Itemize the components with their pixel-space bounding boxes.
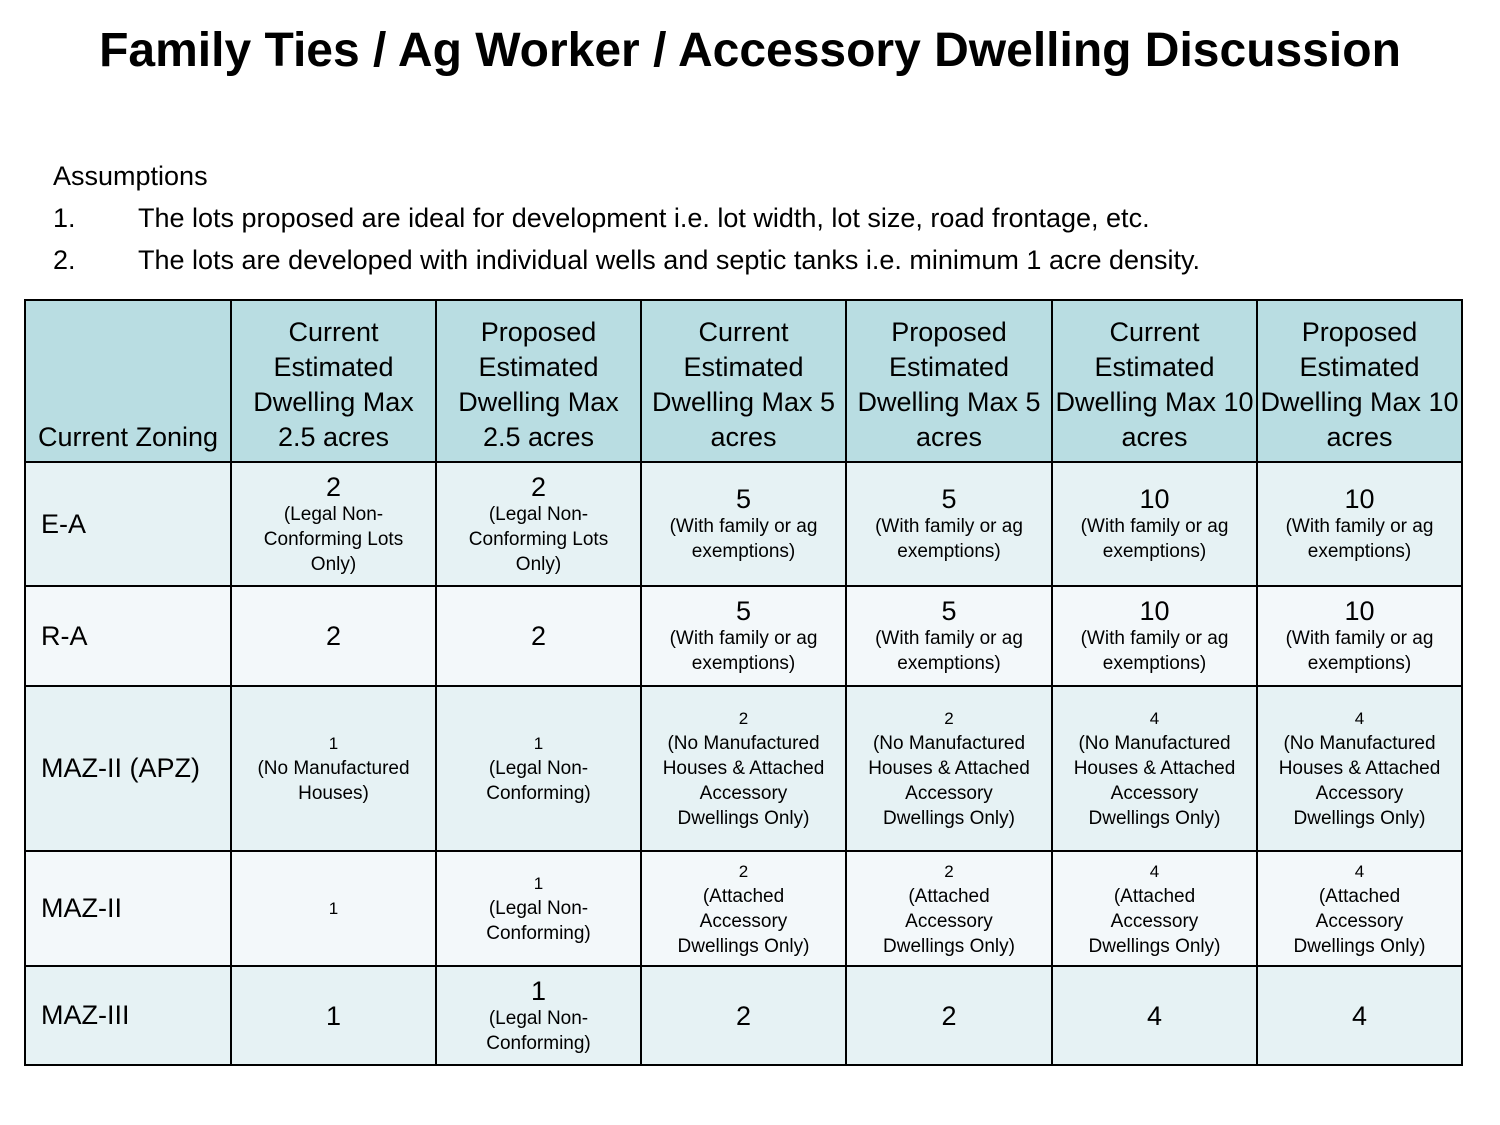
assumptions-section xyxy=(53,155,1200,281)
table-cell xyxy=(1052,966,1257,1065)
cell-note: (Attached Accessory Dwellings Only) xyxy=(1293,885,1426,957)
cell-note: (No Manufactured Houses) xyxy=(257,758,410,804)
cell-note: (No Manufactured Houses & Attached Accessory Dwellings Only) xyxy=(1073,733,1236,829)
table-cell xyxy=(1052,462,1257,586)
header-current-5-acres: Current Estimated Dwelling Max 5 acres xyxy=(641,300,846,462)
table-cell xyxy=(846,586,1052,686)
cell-value: 4 xyxy=(1351,1000,1368,1031)
cell-note: (No Manufactured Houses & Attached Accessory Dwellings Only) xyxy=(868,733,1030,829)
table-cell xyxy=(1257,462,1462,586)
cell-value: 1 xyxy=(533,874,544,893)
table-cell xyxy=(641,586,846,686)
header-proposed-2-5-acres: Proposed Estimated Dwelling Max 2.5 acres xyxy=(436,300,641,462)
table-cell xyxy=(1052,686,1257,851)
page-title: Family Ties / Ag Worker / Accessory Dwelling Discussion xyxy=(99,24,1401,77)
header-current-2-5-acres: Current Estimated Dwelling Max 2.5 acres xyxy=(231,300,436,462)
table-row xyxy=(25,686,1462,851)
table-cell xyxy=(846,462,1052,586)
cell-value: 5 xyxy=(735,484,752,514)
cell-value: 4 xyxy=(1146,1000,1163,1031)
cell-value: 5 xyxy=(735,596,752,626)
table-cell xyxy=(231,966,436,1065)
table-cell xyxy=(1052,586,1257,686)
cell-value: 10 xyxy=(1344,596,1375,626)
cell-value: 1 xyxy=(530,975,547,1006)
table-cell xyxy=(231,462,436,586)
table-cell xyxy=(846,686,1052,851)
table-cell xyxy=(436,966,641,1065)
cell-note: (With family or ag exemptions) xyxy=(1285,516,1434,562)
table-row xyxy=(25,586,1462,686)
cell-note: (With family or ag exemptions) xyxy=(1080,628,1229,674)
cell-value: 2 xyxy=(530,621,547,651)
table-cell xyxy=(1257,686,1462,851)
table-cell xyxy=(641,966,846,1065)
cell-note: (Legal Non-Conforming) xyxy=(486,898,591,944)
cell-value: 5 xyxy=(941,596,957,626)
cell-value: 10 xyxy=(1139,596,1170,626)
cell-value: 4 xyxy=(1354,709,1365,728)
zoning-cell: MAZ-II xyxy=(25,851,231,966)
cell-value: 10 xyxy=(1344,484,1375,514)
cell-note: (No Manufactured Houses & Attached Accessory Dwellings Only) xyxy=(662,733,825,829)
cell-value: 1 xyxy=(325,1000,342,1031)
cell-note: (Attached Accessory Dwellings Only) xyxy=(883,885,1015,957)
cell-value: 1 xyxy=(328,734,339,753)
cell-value: 2 xyxy=(944,861,954,881)
zoning-cell: E-A xyxy=(25,462,231,586)
table-cell xyxy=(641,686,846,851)
table-cell xyxy=(231,851,436,966)
assumption-item xyxy=(53,197,1200,239)
cell-value: 2 xyxy=(530,471,547,502)
table-cell xyxy=(231,686,436,851)
cell-note: (With family or ag exemptions) xyxy=(669,628,818,674)
header-current-10-acres: Current Estimated Dwelling Max 10 acres xyxy=(1052,300,1257,462)
assumption-number: 1. xyxy=(53,203,76,233)
cell-note: (With family or ag exemptions) xyxy=(1285,628,1434,674)
assumptions-heading: Assumptions xyxy=(53,161,208,191)
table-cell xyxy=(1257,966,1462,1065)
cell-value: 5 xyxy=(941,484,957,514)
cell-note: (Legal Non-Conforming Lots Only) xyxy=(468,503,609,575)
assumption-text: The lots are developed with individual wells and septic tanks i.e. minimum 1 acre density. xyxy=(138,245,1201,275)
cell-value: 10 xyxy=(1139,484,1170,514)
table-cell xyxy=(641,462,846,586)
cell-note: (Legal Non-Conforming Lots Only) xyxy=(263,503,404,575)
assumption-number: 2. xyxy=(53,245,76,275)
cell-value: 2 xyxy=(941,1000,957,1031)
table-header-row xyxy=(25,300,1462,462)
cell-note: (Attached Accessory Dwellings Only) xyxy=(677,885,810,957)
cell-note: (With family or ag exemptions) xyxy=(875,516,1023,562)
table-cell xyxy=(1257,851,1462,966)
cell-note: (With family or ag exemptions) xyxy=(1080,516,1229,562)
cell-value: 4 xyxy=(1149,861,1160,881)
cell-value: 2 xyxy=(738,861,749,881)
table-cell xyxy=(436,686,641,851)
table-cell xyxy=(231,586,436,686)
cell-note: (Attached Accessory Dwellings Only) xyxy=(1088,885,1221,957)
table-cell xyxy=(846,966,1052,1065)
assumption-item xyxy=(53,239,1200,281)
cell-value: 4 xyxy=(1149,709,1160,728)
table-row xyxy=(25,851,1462,966)
cell-note: (With family or ag exemptions) xyxy=(669,516,818,562)
table-cell xyxy=(1257,586,1462,686)
cell-value: 4 xyxy=(1354,861,1365,881)
cell-note: (With family or ag exemptions) xyxy=(875,628,1023,674)
cell-value: 2 xyxy=(738,709,749,728)
table-cell xyxy=(436,462,641,586)
header-proposed-10-acres: Proposed Estimated Dwelling Max 10 acres xyxy=(1257,300,1462,462)
cell-value: 2 xyxy=(735,1000,752,1031)
zoning-cell: MAZ-III xyxy=(25,966,231,1065)
cell-value: 2 xyxy=(325,621,342,651)
dwelling-max-table xyxy=(24,299,1463,1066)
table-cell xyxy=(436,851,641,966)
table-row xyxy=(25,966,1462,1065)
cell-value: 2 xyxy=(944,709,954,728)
cell-value: 1 xyxy=(328,899,339,918)
table-cell xyxy=(846,851,1052,966)
header-current-zoning: Current Zoning xyxy=(25,300,231,462)
zoning-cell: MAZ-II (APZ) xyxy=(25,686,231,851)
cell-note: (Legal Non-Conforming) xyxy=(486,1007,591,1054)
assumption-text: The lots proposed are ideal for development i.e. lot width, lot size, road frontage, etc. xyxy=(138,203,1150,233)
table-cell xyxy=(436,586,641,686)
cell-value: 2 xyxy=(325,471,342,502)
cell-value: 1 xyxy=(533,734,544,753)
header-proposed-5-acres: Proposed Estimated Dwelling Max 5 acres xyxy=(846,300,1052,462)
cell-note: (Legal Non-Conforming) xyxy=(486,758,591,804)
table-cell xyxy=(641,851,846,966)
table-row xyxy=(25,462,1462,586)
table-cell xyxy=(1052,851,1257,966)
zoning-cell: R-A xyxy=(25,586,231,686)
cell-note: (No Manufactured Houses & Attached Accessory Dwellings Only) xyxy=(1278,733,1441,829)
